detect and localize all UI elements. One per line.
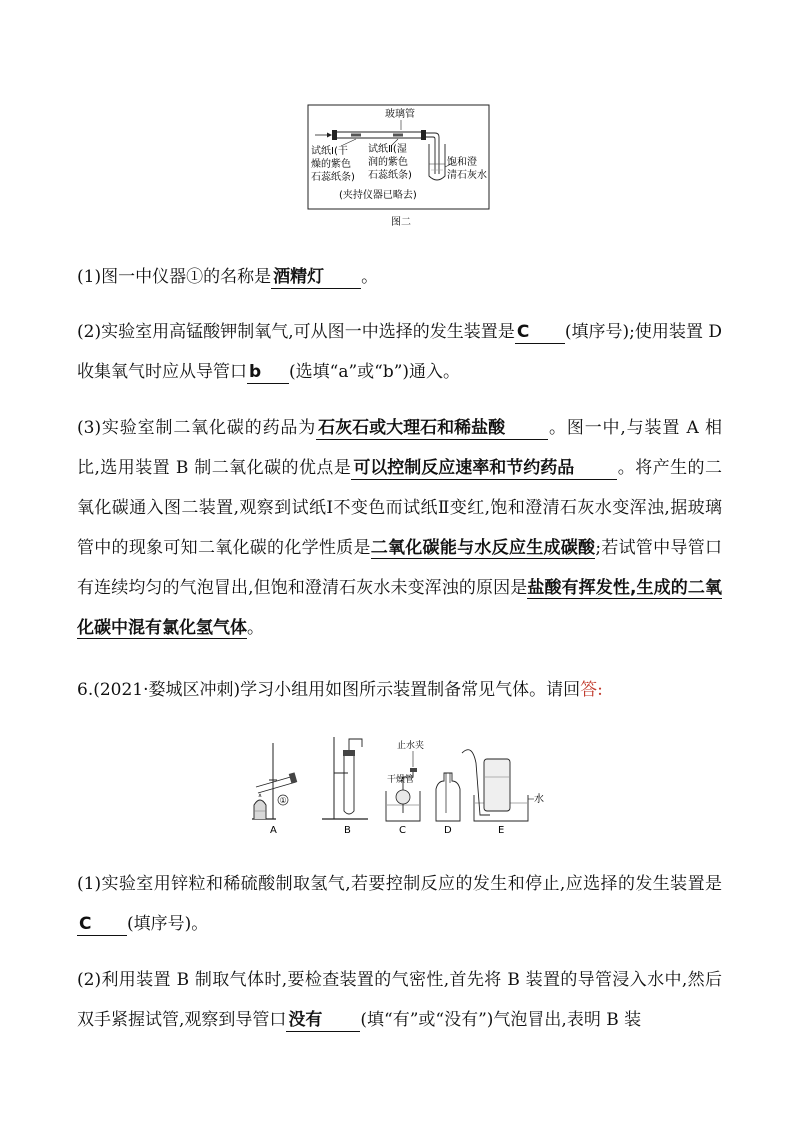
figure-1 — [246, 733, 556, 839]
figure2-note: (夹持仪器已略去) — [339, 190, 417, 201]
q6-stem — [77, 670, 722, 710]
paper1-line2: 燥的紫色 — [311, 159, 351, 170]
apparatus-a — [252, 743, 297, 836]
label-b: B — [344, 825, 351, 836]
apparatus-e — [462, 750, 544, 836]
q6-stem-text: 6.(2021·婺城区冲刺)学习小组用如图所示装置制备常见气体。请回 — [77, 680, 581, 700]
q5-p3-answer-4: 盐酸有挥发性,生成的二氧化碳中混有氯化氢气体 — [77, 578, 722, 638]
label-water: 水 — [534, 794, 544, 805]
q5-p2-answer-1: C — [515, 321, 565, 344]
q5-part1 — [77, 257, 722, 297]
apparatus-b — [322, 737, 368, 836]
label-d: D — [444, 825, 452, 836]
q6-p1-answer: C — [77, 913, 127, 936]
figure-1-diagram — [246, 733, 556, 839]
q5-p2-answer-2: b — [247, 361, 289, 384]
paper1-line1: 试纸Ⅰ(干 — [311, 146, 348, 157]
q6-p1-text: (1)实验室用锌粒和稀硫酸制取氢气,若要控制反应的发生和停止,应选择的发生装置是 — [77, 874, 722, 894]
paper2-line1: 试纸Ⅱ(湿 — [368, 144, 407, 155]
q5-p3-mid1: 。图一中,与装置 A 相比,选用装置 B 制二氧化碳的优点是 — [77, 418, 722, 478]
figure-2-diagram — [305, 104, 493, 230]
q6-p2-answer: 没有 — [286, 1009, 360, 1032]
q5-p3-mid2: 。将产生的二氧化碳通入图二装置,观察到试纸Ⅰ不变色而试纸Ⅱ变红,饱和澄清石灰水变浑浊,据玻璃管中的现象可知二氧化碳的化学性质是 — [77, 458, 722, 558]
glass-tube-label: 玻璃管 — [385, 109, 415, 120]
label-circle-one: ① — [279, 796, 287, 805]
q6-p2-post: (填“有”或“没有”)气泡冒出,表明 B 装 — [360, 1010, 642, 1030]
q5-p2-mid: (填序号);使用装置 D 收集氧气时应从导管口 — [77, 322, 723, 382]
q5-part2 — [77, 312, 722, 392]
paper1-line3: 石蕊纸条) — [311, 172, 355, 183]
label-c: C — [399, 825, 406, 836]
paper2-line3: 石蕊纸条) — [368, 170, 412, 181]
q5-part3 — [77, 408, 722, 648]
q5-p3-answer-3: 二氧化碳能与水反应生成碳酸 — [370, 538, 596, 558]
q6-part1 — [77, 864, 722, 944]
q5-p3-answer-2: 可以控制反应速率和节约药品 — [351, 457, 617, 480]
q5-p2-text: (2)实验室用高锰酸钾制氧气,可从图一中选择的发生装置是 — [77, 322, 515, 342]
q5-p3-text: (3)实验室制二氧化碳的药品为 — [77, 418, 317, 438]
q6-p1-post: (填序号)。 — [127, 914, 209, 934]
label-clamp: 止水夹 — [397, 741, 425, 751]
q5-p3-post: 。 — [247, 618, 264, 638]
limewater-line2: 清石灰水 — [447, 170, 487, 181]
q5-p1-answer: 酒精灯 — [271, 266, 361, 289]
q6-p2-text: (2)利用装置 B 制取气体时,要检查装置的气密性,首先将 B 装置的导管浸入水中,然后双手紧握试管,观察到导管口 — [77, 970, 722, 1030]
q5-p1-text: (1)图一中仪器①的名称是 — [77, 267, 272, 287]
label-dry-tube: 干燥管 — [387, 775, 415, 785]
q5-p2-post: (选填“a”或“b”)通入。 — [289, 362, 461, 382]
q5-p1-post: 。 — [361, 267, 379, 287]
label-e: E — [498, 825, 505, 836]
q6-part2 — [77, 960, 722, 1040]
q5-p3-answer-1: 石灰石或大理石和稀盐酸 — [316, 417, 548, 440]
figure2-caption: 图二 — [391, 217, 411, 228]
q5-p3-mid3: ;若试管中导管口有连续均匀的气泡冒出,但饱和澄清石灰水未变浑浊的原因是 — [77, 538, 722, 598]
limewater-line1: 饱和澄 — [447, 157, 477, 168]
q6-stem-red: 答: — [580, 680, 603, 700]
paper2-line2: 润的紫色 — [368, 157, 408, 168]
figure-2 — [305, 104, 493, 230]
apparatus-d — [436, 773, 460, 836]
apparatus-c — [386, 739, 424, 836]
label-a: A — [270, 825, 277, 836]
